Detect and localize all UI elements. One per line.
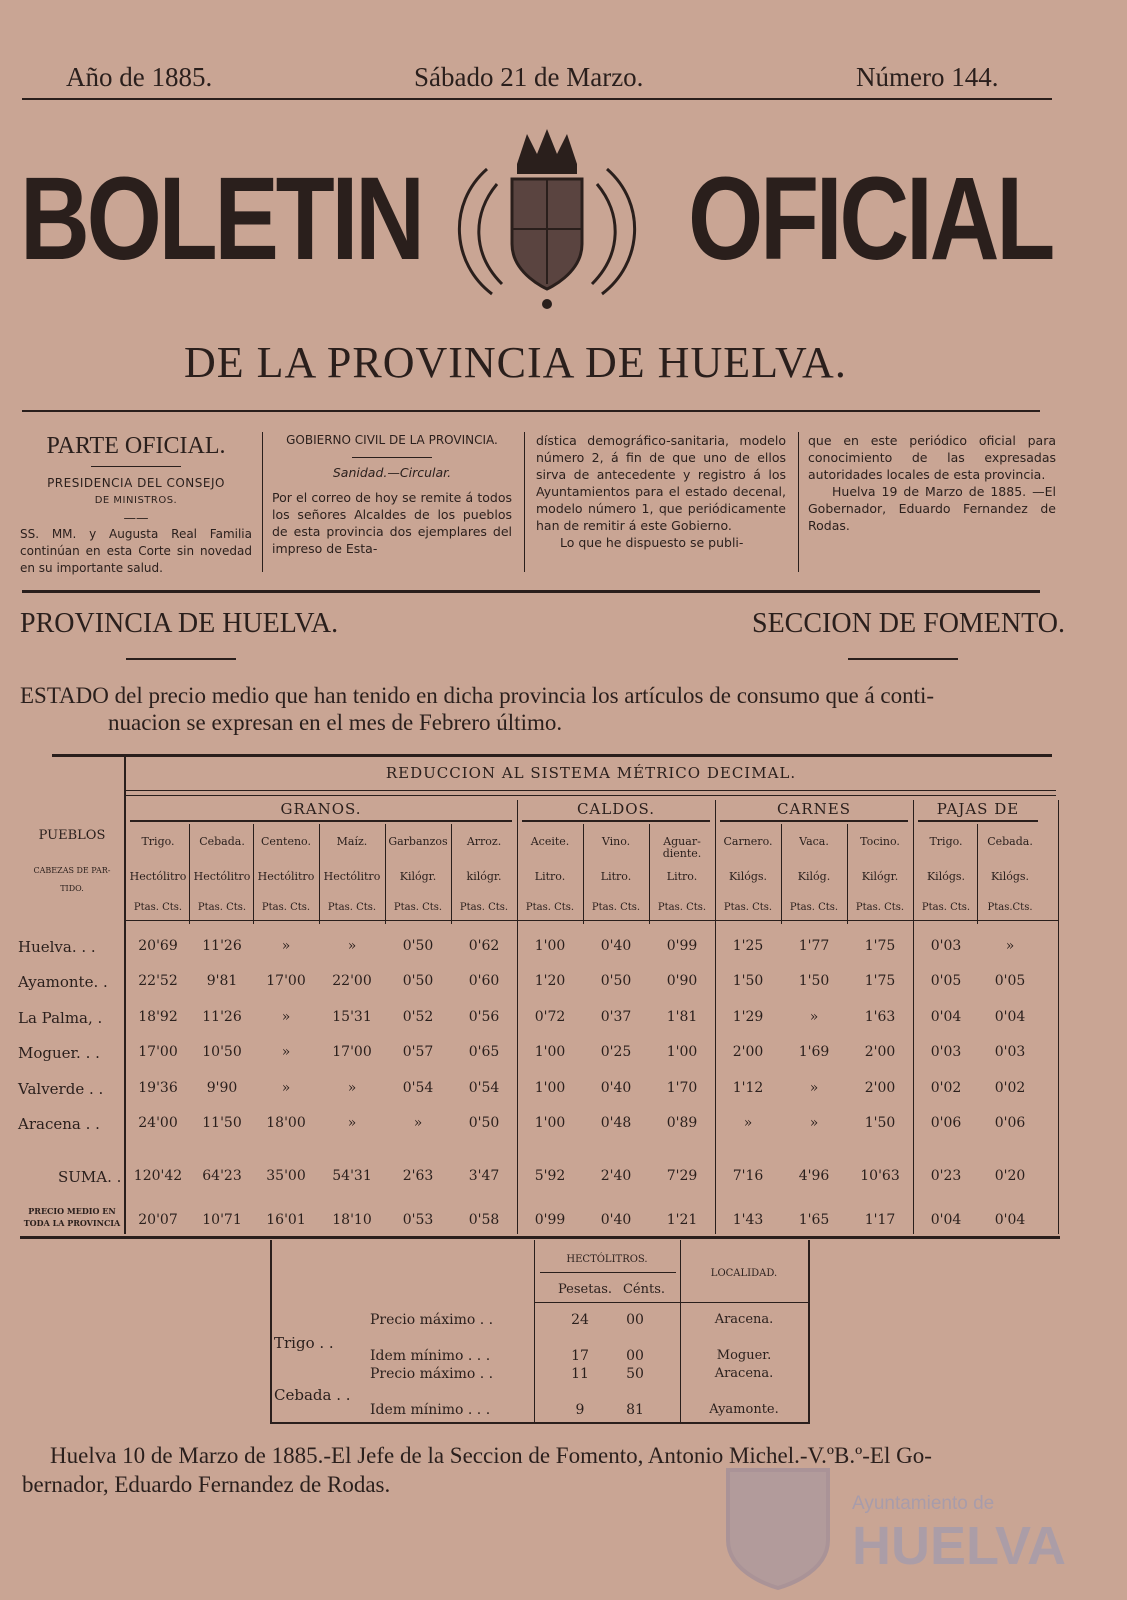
table-cell: 64'23 bbox=[202, 1168, 242, 1184]
table-cell: 0'04 bbox=[930, 1008, 962, 1025]
table-cell: 0'50 bbox=[600, 973, 632, 990]
intro-line-1: ESTADO del precio medio que han tenido en dicha provincia los artículos de consumo que á conti- bbox=[20, 683, 935, 708]
summary-localidad: Ayamonte. bbox=[709, 1402, 779, 1417]
table-cell: 1'20 bbox=[534, 973, 566, 990]
presidencia-heading: PRESIDENCIA DEL CONSEJO bbox=[47, 476, 225, 490]
watermark-text-2: HUELVA bbox=[852, 1516, 1066, 1576]
row-name: Ayamonte. . bbox=[18, 973, 108, 992]
table-cell: 0'52 bbox=[402, 1008, 434, 1025]
currency-header: Ptas. Cts. bbox=[921, 902, 971, 913]
table-cell: 0'06 bbox=[994, 1115, 1026, 1131]
unit-header: Hectólitro bbox=[257, 870, 315, 883]
table-row bbox=[0, 1206, 1127, 1236]
table-cell: 0'54 bbox=[468, 1079, 500, 1096]
table-row bbox=[0, 1009, 1127, 1039]
header-bottom-line bbox=[124, 920, 1058, 921]
table-cell: 7'29 bbox=[666, 1168, 698, 1184]
signature-line-1: Huelva 10 de Marzo de 1885.-El Jefe de la Seccion de Fomento, Antonio Michel.-V.ºB.º-El Go- bbox=[50, 1443, 932, 1468]
summary-pesetas: 17 bbox=[571, 1348, 589, 1364]
currency-header: Ptas. Cts. bbox=[723, 902, 773, 913]
table-row bbox=[0, 1080, 1127, 1110]
group-underline bbox=[918, 820, 1038, 822]
table-cell: 1'00 bbox=[534, 1044, 566, 1061]
table-cell: 5'92 bbox=[534, 1168, 566, 1184]
table-cell: 0'25 bbox=[600, 1044, 632, 1061]
summary-row bbox=[0, 1312, 1127, 1330]
article-header: Aguar-diente. bbox=[662, 835, 702, 860]
table-cell: 9'81 bbox=[206, 973, 238, 990]
article-header: Vaca. bbox=[799, 835, 829, 848]
unit-header: kilógr. bbox=[466, 870, 502, 883]
table-cell: 10'50 bbox=[202, 1044, 242, 1061]
row-name: Moguer. . . bbox=[18, 1044, 100, 1063]
summary-vline bbox=[270, 1240, 272, 1422]
table-row bbox=[0, 973, 1127, 1003]
signature-line-2: bernador, Eduardo Fernandez de Rodas. bbox=[22, 1472, 391, 1497]
summary-row bbox=[0, 1348, 1127, 1366]
table-cell: 1'77 bbox=[798, 938, 830, 954]
table-cell: 0'72 bbox=[534, 1008, 566, 1025]
group-underline bbox=[522, 820, 710, 822]
table-top-rule bbox=[52, 754, 1052, 757]
col3-text: dística demográfico-sanitaria, modelo número 2, á fin de que uno de ellos sirva de antecedente y registro á los Ayuntamientos para el estado decenal, modelo número 1, que periódicamente han de remitir á este Gobierno. bbox=[536, 433, 786, 533]
article-header: Trigo. bbox=[929, 835, 963, 848]
table-cell: 0'02 bbox=[994, 1079, 1026, 1096]
summary-cents: 81 bbox=[626, 1402, 644, 1418]
summary-localidad: Moguer. bbox=[716, 1348, 772, 1363]
unit-header: Hectólitro bbox=[129, 870, 187, 883]
currency-header: Ptas. Cts. bbox=[197, 902, 247, 913]
table-cell: » bbox=[743, 1115, 753, 1131]
table-cell: 1'75 bbox=[864, 938, 896, 954]
header-rule bbox=[22, 98, 1052, 100]
currency-header: Ptas.Cts. bbox=[987, 902, 1033, 913]
table-cell: 0'50 bbox=[402, 938, 434, 954]
currency-header: Ptas. Cts. bbox=[133, 902, 183, 913]
intro-line-2: nuacion se expresan en el mes de Febrero último. bbox=[108, 710, 563, 735]
table-cell: 10'71 bbox=[202, 1212, 242, 1228]
table-cell: 18'92 bbox=[138, 1008, 178, 1025]
table-cell: 0'03 bbox=[930, 938, 962, 954]
currency-header: Ptas. Cts. bbox=[657, 902, 707, 913]
table-cell: 0'99 bbox=[534, 1212, 566, 1228]
col3-text-2: Lo que he dispuesto se publi- bbox=[560, 535, 744, 550]
table-cell: 17'00 bbox=[266, 973, 306, 990]
table-cell: 3'47 bbox=[468, 1168, 500, 1184]
table-row bbox=[0, 938, 1127, 968]
table-cell: 0'03 bbox=[994, 1044, 1026, 1061]
unit-header: Kilógr. bbox=[399, 870, 437, 883]
table-cell: 1'00 bbox=[534, 1079, 566, 1096]
row-name: PRECIO MEDIO EN bbox=[28, 1206, 116, 1216]
table-cell: 2'63 bbox=[402, 1168, 434, 1184]
table-cell: » bbox=[281, 1044, 291, 1061]
unit-header: Kilógs. bbox=[990, 870, 1030, 883]
watermark-text-1: Ayuntamiento de bbox=[852, 1493, 995, 1514]
masthead-left: BOLETIN bbox=[20, 153, 422, 285]
gobierno-text: Por el correo de hoy se remite á todos los señores Alcaldes de los pueblos de esta provincia dos ejemplares del impreso de Esta- bbox=[272, 490, 512, 556]
group-header: CALDOS. bbox=[576, 800, 656, 818]
article-header: Aceite. bbox=[530, 835, 570, 848]
provincia-heading: PROVINCIA DE HUELVA. bbox=[20, 608, 339, 639]
table-cell: 1'12 bbox=[732, 1079, 764, 1096]
section-rule bbox=[22, 590, 1040, 593]
masthead-right: OFICIAL bbox=[688, 153, 1053, 285]
table-cell: 1'65 bbox=[798, 1212, 830, 1228]
table-cell: 1'50 bbox=[732, 973, 764, 990]
divider bbox=[91, 466, 181, 467]
summary-hline bbox=[540, 1272, 676, 1273]
table-cell: 1'50 bbox=[798, 973, 830, 990]
table-cell: 7'16 bbox=[732, 1168, 764, 1184]
table-cell: 1'81 bbox=[666, 1008, 698, 1025]
issue-year: Año de 1885. bbox=[66, 62, 213, 92]
table-cell: 0'99 bbox=[666, 938, 698, 954]
issue-number: Número 144. bbox=[856, 62, 999, 92]
table-cell: » bbox=[347, 938, 357, 954]
table-cell: 1'29 bbox=[732, 1008, 764, 1025]
masthead-subtitle: DE LA PROVINCIA DE HUELVA. bbox=[184, 338, 847, 387]
table-cell: 0'90 bbox=[666, 973, 698, 990]
table-row bbox=[0, 1168, 1127, 1198]
table-cell: 0'04 bbox=[994, 1212, 1026, 1228]
currency-header: Ptas. Cts. bbox=[855, 902, 905, 913]
summary-bottom bbox=[270, 1422, 810, 1424]
column-parte-oficial bbox=[20, 432, 252, 577]
parte-oficial-text: SS. MM. y Augusta Real Familia continúan en esta Corte sin novedad en su importante salud. bbox=[20, 527, 252, 575]
summary-label: Precio máximo . . bbox=[370, 1366, 494, 1382]
table-cell: 0'48 bbox=[600, 1115, 632, 1131]
column-divider bbox=[798, 432, 799, 572]
table-row bbox=[0, 1115, 1127, 1145]
row-name: TODA LA PROVINCIA bbox=[23, 1218, 121, 1228]
summary-row bbox=[0, 1402, 1127, 1420]
ornament-right bbox=[848, 658, 958, 660]
table-cell: 0'40 bbox=[600, 938, 632, 954]
table-cell: 0'04 bbox=[930, 1212, 962, 1228]
ornament-left bbox=[126, 658, 236, 660]
article-header: Maíz. bbox=[336, 835, 368, 848]
table-cell: 1'21 bbox=[666, 1212, 698, 1228]
table-cell: 1'00 bbox=[534, 1115, 566, 1131]
currency-header: Ptas. Cts. bbox=[525, 902, 575, 913]
unit-header: Hectólitro bbox=[323, 870, 381, 883]
table-cell: 10'63 bbox=[860, 1168, 900, 1184]
summary-row bbox=[0, 1366, 1127, 1384]
article-header: Cebada. bbox=[987, 835, 1033, 848]
table-cell: 1'43 bbox=[732, 1212, 764, 1228]
table-cell: 0'04 bbox=[994, 1008, 1026, 1025]
masthead-rule bbox=[22, 410, 1040, 412]
column-gobierno bbox=[272, 432, 512, 557]
summary-cents: 00 bbox=[626, 1348, 644, 1364]
table-cell: 17'00 bbox=[332, 1044, 372, 1061]
table-cell: 24'00 bbox=[138, 1115, 178, 1131]
parte-oficial-title: PARTE OFICIAL. bbox=[46, 433, 226, 459]
article-header: Arroz. bbox=[466, 835, 502, 848]
pesetas-label: Pesetas. bbox=[558, 1282, 612, 1297]
table-cell: 1'70 bbox=[666, 1079, 698, 1096]
summary-vline bbox=[808, 1240, 810, 1422]
currency-header: Ptas. Cts. bbox=[459, 902, 509, 913]
row-name: La Palma, . bbox=[18, 1008, 103, 1027]
table-cell: 0'23 bbox=[930, 1168, 962, 1184]
table-cell: 20'07 bbox=[138, 1212, 178, 1228]
column-four bbox=[808, 432, 1056, 534]
row-name: Huelva. . . bbox=[18, 938, 96, 956]
table-cell: 2'00 bbox=[864, 1044, 896, 1061]
table-cell: 0'53 bbox=[402, 1212, 434, 1228]
table-cell: 1'50 bbox=[864, 1115, 896, 1131]
table-cell: 0'54 bbox=[402, 1079, 434, 1096]
table-cell: 1'00 bbox=[534, 938, 566, 954]
trigo-label: Trigo . . bbox=[274, 1334, 334, 1352]
table-bottom-rule bbox=[20, 1236, 1060, 1239]
table-cell: 22'52 bbox=[138, 973, 178, 990]
group-header: PAJAS DE bbox=[936, 800, 1020, 818]
table-cell: 0'57 bbox=[402, 1044, 434, 1061]
summary-pesetas: 24 bbox=[571, 1312, 589, 1328]
group-header: GRANOS. bbox=[280, 800, 362, 818]
table-cell: » bbox=[347, 1115, 357, 1131]
table-cell: 11'50 bbox=[202, 1115, 242, 1131]
summary-cents: 50 bbox=[626, 1366, 644, 1382]
table-hline bbox=[124, 795, 1056, 796]
group-underline bbox=[130, 820, 512, 822]
issue-date: Sábado 21 de Marzo. bbox=[414, 62, 644, 92]
table-cell: 20'69 bbox=[138, 938, 178, 954]
cabezas-label: CABEZAS DE PAR- bbox=[33, 866, 111, 875]
table-cell: 1'69 bbox=[798, 1044, 830, 1061]
localidad-label: LOCALIDAD. bbox=[710, 1268, 778, 1279]
table-cell: 4'96 bbox=[798, 1168, 830, 1184]
col4-text: que en este periódico oficial para conocimiento de las expresadas autoridades locales de esta provincia. bbox=[808, 433, 1056, 482]
table-cell: 0'60 bbox=[468, 973, 500, 990]
row-name: Valverde . . bbox=[18, 1079, 104, 1098]
summary-localidad: Aracena. bbox=[714, 1312, 774, 1327]
table-cell: 0'56 bbox=[468, 1008, 500, 1025]
currency-header: Ptas. Cts. bbox=[327, 902, 377, 913]
table-row bbox=[0, 1044, 1127, 1074]
column-divider bbox=[262, 432, 263, 572]
summary-pesetas: 11 bbox=[571, 1366, 589, 1382]
summary-pesetas: 9 bbox=[575, 1402, 585, 1418]
table-cell: 0'50 bbox=[468, 1115, 500, 1131]
column-divider bbox=[524, 432, 525, 572]
table-cell: 2'00 bbox=[732, 1044, 764, 1061]
unit-header: Hectólitro bbox=[193, 870, 251, 883]
cabezas-label-2: TIDO. bbox=[60, 884, 84, 893]
table-cell: 2'40 bbox=[600, 1168, 632, 1184]
table-cell: 17'00 bbox=[138, 1044, 178, 1061]
gobierno-title: GOBIERNO CIVIL DE LA PROVINCIA. bbox=[286, 433, 498, 447]
summary-label: Idem mínimo . . . bbox=[370, 1348, 491, 1364]
table-cell: » bbox=[347, 1079, 357, 1096]
summary-label: Precio máximo . . bbox=[370, 1312, 494, 1328]
currency-header: Ptas. Cts. bbox=[261, 902, 311, 913]
table-cell: » bbox=[281, 938, 291, 954]
table-cell: » bbox=[809, 1079, 819, 1096]
unit-header: Litro. bbox=[666, 870, 698, 883]
pueblos-label: PUEBLOS bbox=[38, 828, 106, 843]
summary-cents: 00 bbox=[626, 1312, 644, 1328]
currency-header: Ptas. Cts. bbox=[591, 902, 641, 913]
currency-header: Ptas. Cts. bbox=[393, 902, 443, 913]
table-cell: 9'90 bbox=[206, 1079, 238, 1096]
table-cell: 11'26 bbox=[202, 1008, 242, 1025]
row-name: SUMA. . bbox=[58, 1168, 122, 1186]
table-cell: 0'58 bbox=[468, 1212, 500, 1228]
table-cell: 11'26 bbox=[202, 938, 242, 954]
gobierno-subtitle: Sanidad.—Circular. bbox=[332, 465, 452, 480]
table-cell: 18'10 bbox=[332, 1212, 372, 1228]
article-header: Cebada. bbox=[199, 835, 245, 848]
table-cell: 0'05 bbox=[994, 973, 1026, 990]
row-name: Aracena . . bbox=[18, 1115, 100, 1133]
table-cell: 18'00 bbox=[266, 1115, 306, 1131]
table-cell: » bbox=[1005, 938, 1015, 954]
reduccion-header: REDUCCION AL SISTEMA MÉTRICO DECIMAL. bbox=[385, 764, 797, 782]
summary-label: Idem mínimo . . . bbox=[370, 1402, 491, 1418]
table-cell: 1'75 bbox=[864, 973, 896, 990]
article-header: Tocino. bbox=[860, 835, 900, 848]
table-cell: 16'01 bbox=[266, 1212, 306, 1228]
cents-label: Cénts. bbox=[622, 1282, 666, 1297]
currency-header: Ptas. Cts. bbox=[789, 902, 839, 913]
table-cell: » bbox=[809, 1115, 819, 1131]
summary-vline bbox=[534, 1240, 535, 1422]
summary-localidad: Aracena. bbox=[714, 1366, 774, 1381]
table-cell: » bbox=[809, 1008, 819, 1025]
table-cell: 1'25 bbox=[732, 938, 764, 954]
column-three bbox=[536, 432, 786, 551]
article-header: Vino. bbox=[601, 835, 631, 848]
table-cell: 0'20 bbox=[994, 1168, 1026, 1184]
table-cell: 19'36 bbox=[138, 1079, 178, 1096]
unit-header: Kilógs. bbox=[728, 870, 768, 883]
table-cell: 15'31 bbox=[332, 1008, 372, 1025]
table-cell: 0'03 bbox=[930, 1044, 962, 1061]
article-header: Carnero. bbox=[723, 835, 773, 848]
ministros-heading: DE MINISTROS. bbox=[94, 495, 178, 506]
article-header: Trigo. bbox=[141, 835, 175, 848]
table-cell: 0'40 bbox=[600, 1212, 632, 1228]
col4-text-2: Huelva 19 de Marzo de 1885. —El Gobernador, Eduardo Fernandez de Rodas. bbox=[808, 484, 1056, 533]
table-cell: 0'89 bbox=[666, 1115, 698, 1131]
unit-header: Kilógr. bbox=[861, 870, 899, 883]
table-cell: 0'37 bbox=[600, 1008, 632, 1025]
table-cell: 1'17 bbox=[864, 1212, 896, 1228]
summary-hline bbox=[534, 1302, 808, 1303]
table-cell: 0'65 bbox=[468, 1044, 500, 1061]
table-cell: » bbox=[281, 1008, 291, 1025]
table-cell: 120'42 bbox=[133, 1168, 183, 1184]
table-cell: 0'50 bbox=[402, 973, 434, 990]
group-header: CARNES bbox=[777, 800, 851, 818]
table-cell: 0'05 bbox=[930, 973, 962, 990]
table-cell: » bbox=[413, 1115, 423, 1131]
table-cell: 1'63 bbox=[864, 1008, 896, 1025]
coat-of-arms-emblem bbox=[432, 124, 662, 314]
table-cell: 1'00 bbox=[666, 1044, 698, 1061]
article-header: Garbanzos bbox=[388, 835, 448, 848]
table-cell: 2'00 bbox=[864, 1079, 896, 1096]
unit-header: Litro. bbox=[600, 870, 632, 883]
table-cell: 0'62 bbox=[468, 938, 500, 954]
article-header: Centeno. bbox=[261, 835, 311, 848]
cebada-label: Cebada . . bbox=[274, 1386, 351, 1404]
table-cell: 54'31 bbox=[332, 1168, 372, 1184]
table-hline bbox=[124, 790, 1056, 791]
table-cell: 0'02 bbox=[930, 1079, 962, 1096]
divider bbox=[352, 457, 432, 458]
table-cell: 0'40 bbox=[600, 1079, 632, 1096]
hectolitros-label: HECTÓLITROS. bbox=[566, 1254, 648, 1265]
unit-header: Kilógs. bbox=[926, 870, 966, 883]
unit-header: Kilóg. bbox=[797, 870, 831, 883]
group-underline bbox=[720, 820, 908, 822]
table-cell: 0'06 bbox=[930, 1115, 962, 1131]
unit-header: Litro. bbox=[534, 870, 566, 883]
dash: —— bbox=[123, 510, 149, 525]
table-cell: » bbox=[281, 1079, 291, 1096]
table-cell: 35'00 bbox=[266, 1168, 306, 1184]
table-cell: 22'00 bbox=[332, 973, 372, 990]
seccion-fomento-heading: SECCION DE FOMENTO. bbox=[752, 608, 1065, 639]
